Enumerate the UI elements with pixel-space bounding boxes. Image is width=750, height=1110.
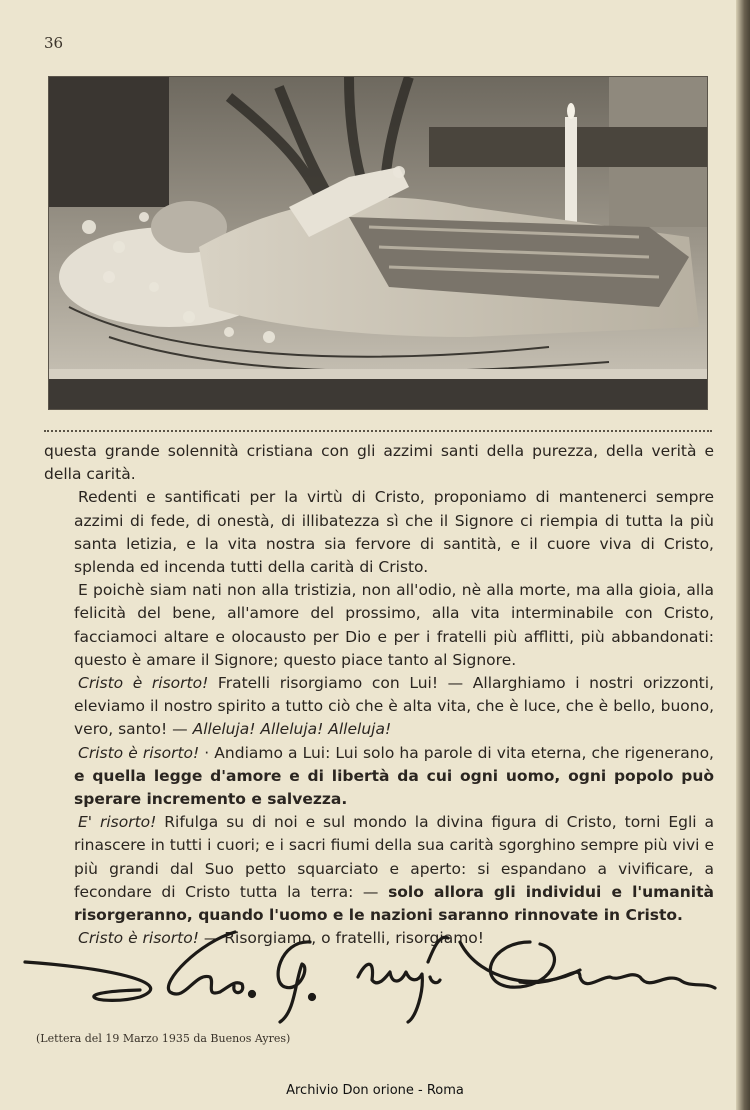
paragraph-3: E poichè siam nati non alla tristizia, non all'odio, nè alla morte, ma alla gioia, alla felicità del bene, all'amore del prossimo, alla vita interminabile con Cristo, facciamoci altare e olocausto per Dio e per i fratelli più afflitti, più abbandonati: questo è amare il Signore; questo piace tanto al Signore.	[74, 581, 714, 669]
letter-body	[44, 440, 714, 950]
paragraph-7: Cristo è risorto! — Risorgiamo, o fratelli, risorgiamo!	[78, 929, 484, 948]
divider-rule	[44, 430, 712, 432]
paragraph-6: E' risorto! Rifulga su di noi e sul mondo la divina figura di Cristo, torni Egli a rinascere in tutti i cuori; e i sacri fiumi della sua carità sgorghino sempre più vivi e più grandi dal Suo petto squarciato e aperto: si espandano a vivificare, a fecondare di Cristo tutta la terra: — solo allora gli individui e l'umanità risorgeranno, quando l'uomo e le nazioni saranno rinnovate in Cristo.	[74, 813, 714, 925]
handwritten-signature	[20, 922, 720, 1032]
paragraph-4: Cristo è risorto! Fratelli risorgiamo con Lui! — Allarghiamo i nostri orizzonti, eleviamo il nostro spirito a tutto ciò che è alta vita, che è luce, che è bello, buono, vero, santo! — Alleluja! Alleluja! Alleluja!	[74, 674, 714, 739]
letter-date-note: (Lettera del 19 Marzo 1935 da Buenos Ayres)	[36, 1032, 291, 1045]
photograph	[48, 76, 708, 410]
page-edge	[736, 0, 750, 1110]
photo-illustration	[49, 77, 707, 409]
paragraph-1: questa grande solennità cristiana con gli azzimi santi della purezza, della verità e della carità.	[44, 442, 714, 484]
paragraph-2: Redenti e santificati per la virtù di Cristo, proponiamo di mantenerci sempre azzimi di fede, di onestà, di illibatezza sì che il Signore ci riempia di tutta la più santa letizia, e la vita nostra sia fervore di santità, e il cuore viva di Cristo, splenda ed incenda tutti della carità di Cristo.	[74, 488, 714, 577]
page-number: 36	[44, 34, 64, 52]
archive-label: Archivio Don orione - Roma	[286, 1083, 464, 1098]
paragraph-5: Cristo è risorto! · Andiamo a Lui: Lui solo ha parole di vita eterna, che rigenerano, e quella legge d'amore e di libertà da cui ogni uomo, ogni popolo può sperare incremento e salvezza.	[74, 743, 714, 809]
signature-drawing	[20, 922, 720, 1032]
